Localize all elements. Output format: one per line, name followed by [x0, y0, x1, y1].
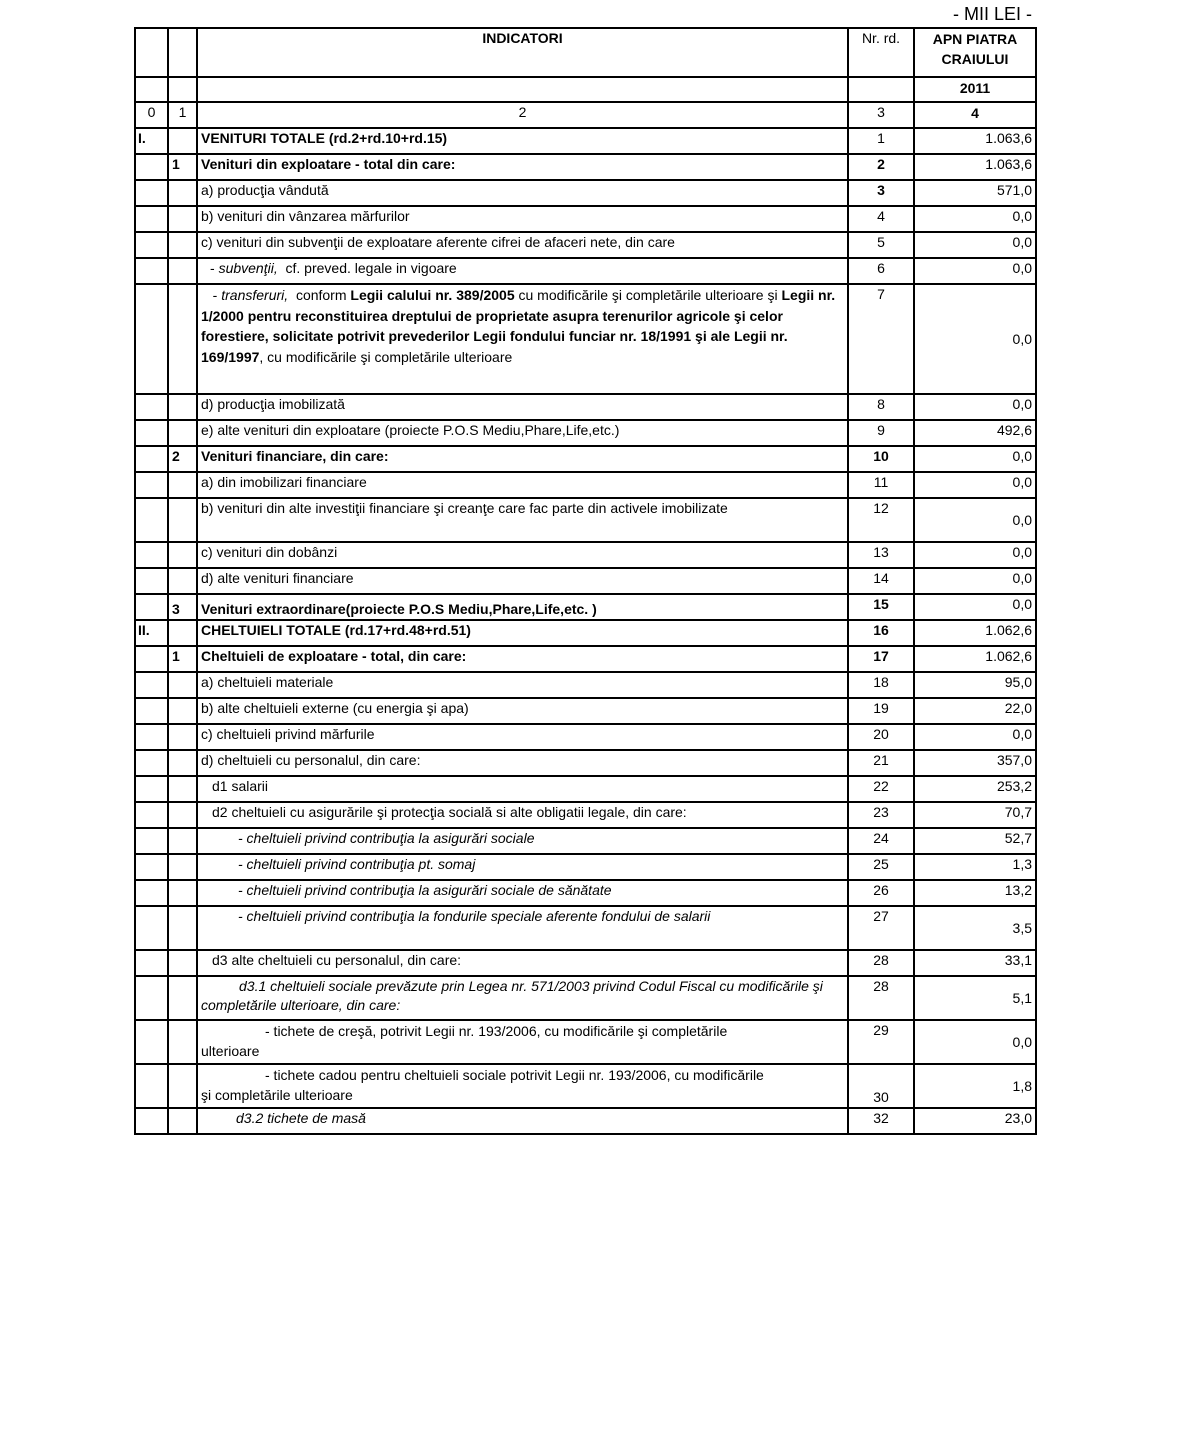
indicator-label: - tichete cadou pentru cheltuieli sociale potrivit Legii nr. 193/2006, cu modificările şi completările ulterioare — [197, 1064, 848, 1108]
row-value: 0,0 — [914, 724, 1036, 750]
empty-cell — [135, 1108, 168, 1134]
empty-cell — [135, 1064, 168, 1108]
header-cell-empty — [135, 28, 168, 77]
row-value: 5,1 — [914, 976, 1036, 1020]
table-row — [135, 906, 1036, 950]
empty-cell — [168, 394, 197, 420]
table-row — [135, 724, 1036, 750]
table-row — [135, 976, 1036, 1020]
section-number — [168, 128, 197, 154]
indicator-label: a) cheltuieli materiale — [197, 672, 848, 698]
row-value: 23,0 — [914, 1108, 1036, 1134]
empty-cell — [135, 750, 168, 776]
empty-cell — [135, 672, 168, 698]
row-value: 3,5 — [914, 906, 1036, 950]
row-value: 0,0 — [914, 568, 1036, 594]
empty-cell — [168, 258, 197, 284]
indicator-label: - tichete de creşă, potrivit Legii nr. 193/2006, cu modificările şi completările ulterioare — [197, 1020, 848, 1064]
indicator-label: CHELTUIELI TOTALE (rd.17+rd.48+rd.51) — [197, 620, 848, 646]
row-number: 24 — [848, 828, 914, 854]
table-row — [135, 698, 1036, 724]
row-number: 20 — [848, 724, 914, 750]
row-number: 28 — [848, 950, 914, 976]
row-value: 70,7 — [914, 802, 1036, 828]
row-value: 0,0 — [914, 284, 1036, 394]
indicator-label: d3.2 tichete de masă — [197, 1108, 848, 1134]
row-number: 4 — [848, 206, 914, 232]
row-number: 9 — [848, 420, 914, 446]
row-number: 32 — [848, 1108, 914, 1134]
row-value: 52,7 — [914, 828, 1036, 854]
empty-cell — [168, 828, 197, 854]
header-year: 2011 — [914, 77, 1036, 102]
empty-cell — [135, 472, 168, 498]
empty-cell — [135, 802, 168, 828]
row-number: 12 — [848, 498, 914, 542]
indicator-label: - cheltuieli privind contribuţia la fondurile speciale aferente fondului de salarii — [197, 906, 848, 950]
empty-cell — [168, 698, 197, 724]
empty-cell — [135, 542, 168, 568]
row-number: 22 — [848, 776, 914, 802]
indicator-label: d) alte venituri financiare — [197, 568, 848, 594]
table-row — [135, 568, 1036, 594]
row-value: 0,0 — [914, 258, 1036, 284]
roman-numeral — [135, 646, 168, 672]
indicator-label: a) producţia vândută — [197, 180, 848, 206]
table-row — [135, 828, 1036, 854]
indicator-label: c) cheltuieli privind mărfurile — [197, 724, 848, 750]
header-cell-empty — [197, 77, 848, 102]
row-number: 30 — [848, 1064, 914, 1108]
row-number: 23 — [848, 802, 914, 828]
empty-cell — [168, 1064, 197, 1108]
row-number: 16 — [848, 620, 914, 646]
table-row — [135, 1020, 1036, 1064]
row-value: 1,3 — [914, 854, 1036, 880]
indicator-label: - subvenţii, cf. preved. legale in vigoare — [197, 258, 848, 284]
indicator-label: - cheltuieli privind contribuţia pt. somaj — [197, 854, 848, 880]
indicator-label: - cheltuieli privind contribuţia la asigurări sociale de sănătate — [197, 880, 848, 906]
row-number: 14 — [848, 568, 914, 594]
table-row — [135, 128, 1036, 154]
empty-cell — [168, 568, 197, 594]
row-number: 29 — [848, 1020, 914, 1064]
roman-numeral: II. — [135, 620, 168, 646]
table-row — [135, 472, 1036, 498]
empty-cell — [168, 802, 197, 828]
empty-cell — [168, 672, 197, 698]
empty-cell — [168, 420, 197, 446]
indicator-label: d2 cheltuieli cu asigurările şi protecţia socială si alte obligatii legale, din care: — [197, 802, 848, 828]
col-number: 3 — [848, 102, 914, 128]
row-number: 1 — [848, 128, 914, 154]
empty-cell — [135, 180, 168, 206]
header-cell-empty — [135, 77, 168, 102]
row-number: 6 — [848, 258, 914, 284]
empty-cell — [168, 776, 197, 802]
table-row — [135, 258, 1036, 284]
row-value: 1.062,6 — [914, 620, 1036, 646]
empty-cell — [135, 568, 168, 594]
empty-cell — [135, 420, 168, 446]
table-row — [135, 950, 1036, 976]
row-value: 0,0 — [914, 206, 1036, 232]
row-value: 22,0 — [914, 698, 1036, 724]
table-row — [135, 420, 1036, 446]
table-row — [135, 854, 1036, 880]
header-nr-rd: Nr. rd. — [848, 28, 914, 77]
empty-cell — [135, 776, 168, 802]
indicator-label: b) alte cheltuieli externe (cu energia şi apa) — [197, 698, 848, 724]
empty-cell — [168, 180, 197, 206]
row-number: 25 — [848, 854, 914, 880]
empty-cell — [168, 976, 197, 1020]
empty-cell — [135, 724, 168, 750]
row-value: 492,6 — [914, 420, 1036, 446]
indicator-label: d) producţia imobilizată — [197, 394, 848, 420]
row-value: 1,8 — [914, 1064, 1036, 1108]
table-row — [135, 154, 1036, 180]
empty-cell — [168, 854, 197, 880]
row-number: 15 — [848, 594, 914, 620]
empty-cell — [135, 498, 168, 542]
row-number: 10 — [848, 446, 914, 472]
empty-cell — [135, 284, 168, 394]
table-row — [135, 394, 1036, 420]
table-row — [135, 284, 1036, 394]
empty-cell — [135, 828, 168, 854]
empty-cell — [168, 232, 197, 258]
indicator-label: - transferuri, conform Legii calului nr. 389/2005 cu modificările şi completările ulterioare şi Legii nr. 1/2000 pentru reconstituirea dreptului de proprietate asupra terenurilor agricole şi celor forestiere, solicitate potrivit prevederilor Legii fondului funciar nr. 18/1991 şi ale Legii nr. 169/1997, cu modificările şi completările ulterioare — [197, 284, 848, 394]
header-entity: APN PIATRA CRAIULUI — [914, 28, 1036, 77]
empty-cell — [135, 906, 168, 950]
empty-cell — [135, 950, 168, 976]
table-row — [135, 180, 1036, 206]
row-number: 2 — [848, 154, 914, 180]
section-number: 2 — [168, 446, 197, 472]
indicator-label: VENITURI TOTALE (rd.2+rd.10+rd.15) — [197, 128, 848, 154]
row-value: 0,0 — [914, 498, 1036, 542]
row-value: 571,0 — [914, 180, 1036, 206]
financial-table — [134, 27, 1037, 1135]
empty-cell — [168, 750, 197, 776]
empty-cell — [168, 284, 197, 394]
indicator-label: c) venituri din dobânzi — [197, 542, 848, 568]
row-number: 26 — [848, 880, 914, 906]
row-value: 1.063,6 — [914, 154, 1036, 180]
roman-numeral — [135, 446, 168, 472]
empty-cell — [168, 542, 197, 568]
empty-cell — [168, 472, 197, 498]
indicator-label: Venituri extraordinare(proiecte P.O.S Mediu,Phare,Life,etc. ) — [197, 594, 848, 620]
table-row — [135, 802, 1036, 828]
empty-cell — [168, 498, 197, 542]
row-value: 253,2 — [914, 776, 1036, 802]
row-value: 0,0 — [914, 394, 1036, 420]
table-row — [135, 206, 1036, 232]
empty-cell — [168, 950, 197, 976]
indicator-label: c) venituri din subvenţii de exploatare aferente cifrei de afaceri nete, din care — [197, 232, 848, 258]
indicator-label: d3 alte cheltuieli cu personalul, din care: — [197, 950, 848, 976]
indicator-label: a) din imobilizari financiare — [197, 472, 848, 498]
header-cell-empty — [168, 28, 197, 77]
empty-cell — [135, 206, 168, 232]
table-row — [135, 880, 1036, 906]
row-number: 27 — [848, 906, 914, 950]
indicator-label: - cheltuieli privind contribuţia la asigurări sociale — [197, 828, 848, 854]
table-row — [135, 594, 1036, 620]
table-row — [135, 620, 1036, 646]
empty-cell — [168, 1108, 197, 1134]
row-number: 28 — [848, 976, 914, 1020]
indicator-label: Venituri din exploatare - total din care: — [197, 154, 848, 180]
row-value: 13,2 — [914, 880, 1036, 906]
row-value: 33,1 — [914, 950, 1036, 976]
table-row — [135, 498, 1036, 542]
section-number: 3 — [168, 594, 197, 620]
row-value: 95,0 — [914, 672, 1036, 698]
row-number: 19 — [848, 698, 914, 724]
row-value: 0,0 — [914, 232, 1036, 258]
row-value: 0,0 — [914, 542, 1036, 568]
table-row — [135, 446, 1036, 472]
roman-numeral: I. — [135, 128, 168, 154]
indicator-label: d) cheltuieli cu personalul, din care: — [197, 750, 848, 776]
roman-numeral — [135, 594, 168, 620]
empty-cell — [168, 724, 197, 750]
empty-cell — [168, 1020, 197, 1064]
row-value: 1.063,6 — [914, 128, 1036, 154]
header-cell-empty — [848, 77, 914, 102]
row-number: 3 — [848, 180, 914, 206]
row-value: 0,0 — [914, 472, 1036, 498]
col-number: 2 — [197, 102, 848, 128]
empty-cell — [135, 976, 168, 1020]
indicator-label: Cheltuieli de exploatare - total, din care: — [197, 646, 848, 672]
indicator-label: Venituri financiare, din care: — [197, 446, 848, 472]
table-row — [135, 1108, 1036, 1134]
header-cell-empty — [168, 77, 197, 102]
header-indicatori: INDICATORI — [197, 28, 848, 77]
row-number: 11 — [848, 472, 914, 498]
row-number: 7 — [848, 284, 914, 394]
table-row — [135, 1064, 1036, 1108]
row-number: 5 — [848, 232, 914, 258]
empty-cell — [168, 206, 197, 232]
table-row — [135, 776, 1036, 802]
empty-cell — [135, 232, 168, 258]
col-number: 4 — [914, 102, 1036, 128]
table-row — [135, 672, 1036, 698]
row-value: 0,0 — [914, 594, 1036, 620]
roman-numeral — [135, 154, 168, 180]
table-row — [135, 646, 1036, 672]
row-value: 0,0 — [914, 446, 1036, 472]
table-row — [135, 542, 1036, 568]
section-number — [168, 620, 197, 646]
table-row — [135, 232, 1036, 258]
section-number: 1 — [168, 154, 197, 180]
indicator-label: d1 salarii — [197, 776, 848, 802]
empty-cell — [135, 880, 168, 906]
unit-label: - MII LEI - — [952, 4, 1032, 24]
col-number: 1 — [168, 102, 197, 128]
row-value: 0,0 — [914, 1020, 1036, 1064]
indicator-label: d3.1 cheltuieli sociale prevăzute prin Legea nr. 571/2003 privind Codul Fiscal cu modificările şi completările ulterioare, din care: — [197, 976, 848, 1020]
row-number: 17 — [848, 646, 914, 672]
empty-cell — [135, 394, 168, 420]
indicator-label: e) alte venituri din exploatare (proiecte P.O.S Mediu,Phare,Life,etc.) — [197, 420, 848, 446]
row-value: 1.062,6 — [914, 646, 1036, 672]
row-number: 21 — [848, 750, 914, 776]
empty-cell — [168, 880, 197, 906]
row-number: 18 — [848, 672, 914, 698]
row-value: 357,0 — [914, 750, 1036, 776]
table-row — [135, 750, 1036, 776]
indicator-label: b) venituri din vânzarea mărfurilor — [197, 206, 848, 232]
empty-cell — [135, 258, 168, 284]
section-number: 1 — [168, 646, 197, 672]
empty-cell — [135, 854, 168, 880]
col-number: 0 — [135, 102, 168, 128]
empty-cell — [135, 1020, 168, 1064]
empty-cell — [168, 906, 197, 950]
empty-cell — [135, 698, 168, 724]
indicator-label: b) venituri din alte investiţii financiare şi creanţe care fac parte din activele imobilizate — [197, 498, 848, 542]
row-number: 13 — [848, 542, 914, 568]
row-number: 8 — [848, 394, 914, 420]
